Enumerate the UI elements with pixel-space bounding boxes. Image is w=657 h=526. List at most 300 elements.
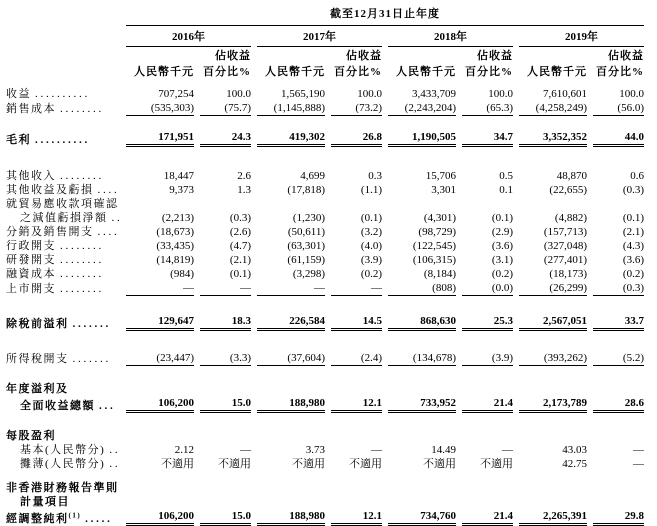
- dot-leader: . . . . . . . .: [60, 240, 102, 252]
- cell-value: [200, 481, 251, 495]
- table-row: [6, 87, 644, 101]
- cell-value: 226,584: [257, 314, 325, 331]
- cell-value: (26,299): [519, 281, 587, 296]
- dot-leader: . . . . . . . .: [60, 283, 102, 295]
- cell-value: 14.49: [431, 444, 456, 456]
- cell-value: 106,200: [126, 396, 194, 413]
- table-row: [6, 169, 644, 183]
- cell-value: 3,433,709: [412, 88, 456, 100]
- year-row: [6, 26, 644, 47]
- financial-table: [0, 4, 650, 526]
- cell-value: —: [200, 281, 251, 296]
- cell-value: [257, 197, 325, 211]
- cell-value: —: [331, 281, 382, 296]
- row-label: [6, 495, 120, 509]
- header-spacer: [6, 47, 120, 63]
- spacer-row: [6, 471, 644, 481]
- cell-value: (2,243,204): [388, 101, 456, 116]
- spacer-cell: [6, 413, 644, 429]
- dot-leader: . . . . . . . . . .: [35, 134, 88, 146]
- cell-value: 129,647: [126, 314, 194, 331]
- cell-value: (3.9): [360, 254, 382, 266]
- spacer-cell: [6, 147, 644, 169]
- cell-value: [462, 197, 513, 211]
- row-label: [6, 314, 120, 331]
- table-row: [6, 197, 644, 211]
- share-of-revenue-row: [6, 47, 644, 63]
- share-of-revenue-label: 佔收益: [346, 50, 382, 62]
- cell-value: 100.0: [488, 88, 513, 100]
- cell-value: 21.4: [462, 396, 513, 413]
- cell-value: (277,401): [543, 254, 587, 266]
- year-header-2016: 2016年: [126, 26, 251, 47]
- row-label-text: 年度溢利及: [6, 383, 69, 395]
- table-row: [6, 101, 644, 116]
- cell-value: 188,980: [257, 509, 325, 526]
- cell-value: (61,159): [287, 254, 325, 266]
- cell-value: 24.3: [200, 130, 251, 147]
- spacer-cell: [6, 116, 644, 130]
- table-row: [6, 457, 644, 471]
- percent-label: 百分比%: [203, 66, 251, 78]
- cell-value: (393,262): [519, 351, 587, 366]
- cell-value: (157,713): [543, 226, 587, 238]
- cell-value: (8,184): [423, 268, 456, 280]
- cell-value: (0.0): [462, 281, 513, 296]
- row-label: [6, 87, 120, 101]
- cell-value: 不適用: [218, 458, 251, 470]
- table-row: [6, 211, 644, 225]
- page: [0, 4, 657, 526]
- cell-value: (808): [388, 281, 456, 296]
- spacer-cell: [6, 331, 644, 351]
- table-header: [6, 4, 644, 79]
- spacer-row: [6, 79, 644, 87]
- cell-value: (2.9): [491, 226, 513, 238]
- table-row: [6, 281, 644, 296]
- cell-value: 29.8: [593, 509, 644, 526]
- year-header-2019: 2019年: [519, 26, 644, 47]
- table-row: [6, 130, 644, 147]
- cell-value: [126, 429, 194, 443]
- amount-unit-label: 人民幣千元: [527, 66, 587, 78]
- cell-value: (73.2): [331, 101, 382, 116]
- cell-value: (4,882): [554, 212, 587, 224]
- header-spacer: [6, 4, 120, 26]
- row-label: [6, 443, 120, 457]
- spacer-row: [6, 147, 644, 169]
- cell-value: 3,301: [431, 184, 456, 196]
- table-row: [6, 225, 644, 239]
- cell-value: (0.3): [622, 184, 644, 196]
- cell-value: 100.0: [226, 88, 251, 100]
- footnote-ref: (1): [68, 511, 82, 520]
- table-row: [6, 183, 644, 197]
- cell-value: [200, 495, 251, 509]
- cell-value: (2.1): [622, 226, 644, 238]
- table-row: [6, 429, 644, 443]
- header-spacer: [6, 26, 120, 47]
- cell-value: (3.9): [462, 351, 513, 366]
- cell-value: [257, 382, 325, 396]
- cell-value: (0.1): [229, 268, 251, 280]
- table-title: 截至12月31日止年度: [126, 4, 644, 26]
- table-body: [6, 79, 644, 526]
- row-label-text: 銷售成本: [6, 103, 56, 115]
- dot-leader: . . . . . . . . . .: [35, 88, 88, 100]
- cell-value: [200, 429, 251, 443]
- cell-value: (2.6): [229, 226, 251, 238]
- spacer-cell: [6, 471, 644, 481]
- percent-label: 百分比%: [334, 66, 382, 78]
- spacer-cell: [6, 366, 644, 382]
- cell-value: 不適用: [292, 458, 325, 470]
- cell-value: (2.1): [229, 254, 251, 266]
- table-row: [6, 267, 644, 281]
- row-label-text: 融資成本: [6, 268, 56, 280]
- row-label: [6, 197, 120, 211]
- spacer-row: [6, 296, 644, 314]
- row-label-text: 毛利: [6, 134, 31, 146]
- cell-value: [462, 382, 513, 396]
- percent-label: 百分比%: [465, 66, 513, 78]
- cell-value: [462, 481, 513, 495]
- cell-value: [388, 429, 456, 443]
- row-label-text: 基本(人民幣分): [20, 444, 106, 456]
- cell-value: 9,373: [169, 184, 194, 196]
- cell-value: 2.6: [237, 170, 251, 182]
- spacer-row: [6, 413, 644, 429]
- cell-value: —: [633, 444, 644, 456]
- cell-value: (0.3): [593, 281, 644, 296]
- cell-value: (1.1): [360, 184, 382, 196]
- row-label: [6, 211, 120, 225]
- cell-value: (3.6): [491, 240, 513, 252]
- row-label: [6, 169, 120, 183]
- cell-value: 100.0: [619, 88, 644, 100]
- dot-leader: . . . . . . . .: [60, 268, 102, 280]
- cell-value: [126, 495, 194, 509]
- cell-value: (5.2): [593, 351, 644, 366]
- spacer-cell: [6, 79, 644, 87]
- cell-value: [519, 429, 587, 443]
- cell-value: 不適用: [161, 458, 194, 470]
- cell-value: [126, 382, 194, 396]
- cell-value: (134,678): [388, 351, 456, 366]
- row-label-text: 其他收入: [6, 170, 56, 182]
- cell-value: 3,352,352: [519, 130, 587, 147]
- cell-value: 0.5: [499, 170, 513, 182]
- dot-leader: . . . .: [97, 184, 117, 196]
- cell-value: [388, 197, 456, 211]
- amount-unit-label: 人民幣千元: [396, 66, 456, 78]
- header-spacer: [6, 63, 120, 79]
- cell-value: 44.0: [593, 130, 644, 147]
- cell-value: 7,610,601: [543, 88, 587, 100]
- cell-value: 0.3: [368, 170, 382, 182]
- row-label: [6, 281, 120, 296]
- table-row: [6, 443, 644, 457]
- cell-value: 43.03: [562, 444, 587, 456]
- cell-value: [462, 429, 513, 443]
- spacer-cell: [6, 296, 644, 314]
- row-label-text: 收益: [6, 88, 31, 100]
- cell-value: [519, 495, 587, 509]
- row-label: [6, 429, 120, 443]
- cell-value: 48,870: [556, 170, 587, 182]
- dot-leader: . . .: [99, 400, 113, 412]
- cell-value: 188,980: [257, 396, 325, 413]
- row-label-text: 經調整純利: [6, 513, 69, 525]
- cell-value: [519, 197, 587, 211]
- row-label: [6, 225, 120, 239]
- cell-value: [388, 382, 456, 396]
- row-label-text: 就貿易應收款項確認: [6, 198, 119, 210]
- cell-value: 不適用: [480, 458, 513, 470]
- percent-label: 百分比%: [596, 66, 644, 78]
- cell-value: (4.3): [622, 240, 644, 252]
- table-row: [6, 239, 644, 253]
- cell-value: (50,611): [287, 226, 325, 238]
- row-label-text: 計量項目: [20, 496, 70, 508]
- cell-value: 733,952: [388, 396, 456, 413]
- cell-value: 18.3: [200, 314, 251, 331]
- cell-value: [593, 197, 644, 211]
- dot-leader: . . . . .: [85, 513, 110, 525]
- cell-value: (0.1): [360, 212, 382, 224]
- cell-value: (106,315): [412, 254, 456, 266]
- cell-value: [519, 481, 587, 495]
- cell-value: —: [240, 444, 251, 456]
- cell-value: (1,145,888): [257, 101, 325, 116]
- cell-value: (3.6): [622, 254, 644, 266]
- cell-value: 2,173,789: [519, 396, 587, 413]
- row-label-text: 全面收益總額: [20, 400, 95, 412]
- cell-value: 34.7: [462, 130, 513, 147]
- cell-value: (4.7): [229, 240, 251, 252]
- cell-value: 12.1: [331, 396, 382, 413]
- row-label-text: 所得稅開支: [6, 353, 69, 365]
- cell-value: (2,213): [161, 212, 194, 224]
- cell-value: 12.1: [331, 509, 382, 526]
- row-label-text: 每股盈利: [6, 430, 56, 442]
- cell-value: (98,729): [418, 226, 456, 238]
- table-row: [6, 351, 644, 366]
- cell-value: [257, 481, 325, 495]
- table-row: [6, 509, 644, 526]
- table-row: [6, 495, 644, 509]
- cell-value: (3.3): [200, 351, 251, 366]
- cell-value: (0.2): [491, 268, 513, 280]
- row-label: [6, 351, 120, 366]
- cell-value: [331, 382, 382, 396]
- cell-value: (0.1): [622, 212, 644, 224]
- cell-value: (33,435): [156, 240, 194, 252]
- cell-value: [331, 429, 382, 443]
- cell-value: 26.8: [331, 130, 382, 147]
- year-header-2017: 2017年: [257, 26, 382, 47]
- cell-value: [200, 382, 251, 396]
- cell-value: 3.73: [305, 444, 325, 456]
- row-label: [6, 183, 120, 197]
- cell-value: (17,818): [287, 184, 325, 196]
- cell-value: [593, 495, 644, 509]
- cell-value: (63,301): [287, 240, 325, 252]
- cell-value: 419,302: [257, 130, 325, 147]
- cell-value: (2.4): [331, 351, 382, 366]
- row-label-text: 之減值虧損淨額: [20, 212, 108, 224]
- row-label-text: 行政開支: [6, 240, 56, 252]
- table-row: [6, 253, 644, 267]
- cell-value: —: [371, 444, 382, 456]
- cell-value: (4.0): [360, 240, 382, 252]
- spacer-row: [6, 116, 644, 130]
- row-label: [6, 457, 120, 471]
- cell-value: [200, 197, 251, 211]
- cell-value: (3.2): [360, 226, 382, 238]
- cell-value: 1,190,505: [388, 130, 456, 147]
- cell-value: 4,699: [300, 170, 325, 182]
- cell-value: 1,565,190: [281, 88, 325, 100]
- header-spacer: [519, 47, 587, 63]
- cell-value: 707,254: [158, 88, 194, 100]
- dot-leader: . . . .: [97, 226, 117, 238]
- year-header-2018: 2018年: [388, 26, 513, 47]
- cell-value: [593, 382, 644, 396]
- cell-value: (0.3): [229, 212, 251, 224]
- cell-value: 不適用: [423, 458, 456, 470]
- dot-leader: . . . . . . . .: [60, 170, 102, 182]
- cell-value: 1.3: [237, 184, 251, 196]
- cell-value: 734,760: [388, 509, 456, 526]
- dot-leader: . . . . . . . .: [60, 103, 102, 115]
- cell-value: —: [126, 281, 194, 296]
- share-of-revenue-label: 佔收益: [608, 50, 644, 62]
- cell-value: 0.6: [630, 170, 644, 182]
- table-row: [6, 382, 644, 396]
- cell-value: (3,298): [292, 268, 325, 280]
- dot-leader: . . . . . . .: [72, 318, 109, 330]
- spacer-row: [6, 366, 644, 382]
- cell-value: (984): [170, 268, 194, 280]
- cell-value: [257, 429, 325, 443]
- dot-leader: . .: [111, 212, 120, 224]
- row-label: [6, 130, 120, 147]
- row-label: [6, 267, 120, 281]
- cell-value: [331, 197, 382, 211]
- cell-value: 33.7: [593, 314, 644, 331]
- cell-value: (4,301): [423, 212, 456, 224]
- cell-value: (4,258,249): [519, 101, 587, 116]
- cell-value: (56.0): [593, 101, 644, 116]
- cell-value: (37,604): [257, 351, 325, 366]
- row-label: [6, 382, 120, 396]
- cell-value: (23,447): [126, 351, 194, 366]
- header-spacer: [126, 47, 194, 63]
- cell-value: [126, 197, 194, 211]
- row-label: [6, 101, 120, 116]
- cell-value: (0.1): [491, 212, 513, 224]
- cell-value: (0.2): [622, 268, 644, 280]
- unit-row: [6, 63, 644, 79]
- cell-value: 25.3: [462, 314, 513, 331]
- cell-value: (122,545): [412, 240, 456, 252]
- dot-leader: . .: [109, 444, 118, 456]
- cell-value: —: [633, 458, 644, 470]
- header-spacer: [388, 47, 456, 63]
- cell-value: (0.2): [360, 268, 382, 280]
- cell-value: 171,951: [126, 130, 194, 147]
- cell-value: (65.3): [462, 101, 513, 116]
- cell-value: (14,819): [156, 254, 194, 266]
- cell-value: [593, 429, 644, 443]
- cell-value: 106,200: [126, 509, 194, 526]
- cell-value: [257, 495, 325, 509]
- cell-value: [519, 382, 587, 396]
- row-label: [6, 509, 120, 526]
- cell-value: [593, 481, 644, 495]
- cell-value: [388, 495, 456, 509]
- row-label-text: 非香港財務報告準則: [6, 482, 119, 494]
- cell-value: (327,048): [543, 240, 587, 252]
- cell-value: —: [502, 444, 513, 456]
- row-label: [6, 396, 120, 413]
- cell-value: 100.0: [357, 88, 382, 100]
- title-row: [6, 4, 644, 26]
- row-label-text: 攤薄(人民幣分): [20, 458, 106, 470]
- cell-value: 868,630: [388, 314, 456, 331]
- cell-value: 15.0: [200, 396, 251, 413]
- cell-value: [388, 481, 456, 495]
- row-label: [6, 481, 120, 495]
- cell-value: [126, 481, 194, 495]
- spacer-row: [6, 331, 644, 351]
- cell-value: 18,447: [163, 170, 194, 182]
- cell-value: 不適用: [349, 458, 382, 470]
- dot-leader: . . . . . . . .: [60, 254, 102, 266]
- cell-value: [331, 495, 382, 509]
- header-spacer: [257, 47, 325, 63]
- cell-value: 2.12: [174, 444, 194, 456]
- row-label-text: 研發開支: [6, 254, 56, 266]
- cell-value: (535,303): [126, 101, 194, 116]
- cell-value: (18,173): [549, 268, 587, 280]
- row-label-text: 上市開支: [6, 283, 56, 295]
- cell-value: 15.0: [200, 509, 251, 526]
- cell-value: 2,265,391: [519, 509, 587, 526]
- table-row: [6, 396, 644, 413]
- cell-value: [462, 495, 513, 509]
- cell-value: (22,655): [549, 184, 587, 196]
- dot-leader: . .: [109, 458, 118, 470]
- cell-value: (18,673): [156, 226, 194, 238]
- dot-leader: . . . . . . .: [72, 353, 109, 365]
- table-row: [6, 314, 644, 331]
- row-label: [6, 253, 120, 267]
- row-label-text: 分銷及銷售開支: [6, 226, 94, 238]
- share-of-revenue-label: 佔收益: [215, 50, 251, 62]
- row-label-text: 其他收益及虧損: [6, 184, 94, 196]
- amount-unit-label: 人民幣千元: [134, 66, 194, 78]
- cell-value: —: [257, 281, 325, 296]
- cell-value: 0.1: [499, 184, 513, 196]
- cell-value: (75.7): [200, 101, 251, 116]
- cell-value: [331, 481, 382, 495]
- cell-value: 15,706: [425, 170, 456, 182]
- cell-value: 14.5: [331, 314, 382, 331]
- amount-unit-label: 人民幣千元: [265, 66, 325, 78]
- cell-value: 2,567,051: [519, 314, 587, 331]
